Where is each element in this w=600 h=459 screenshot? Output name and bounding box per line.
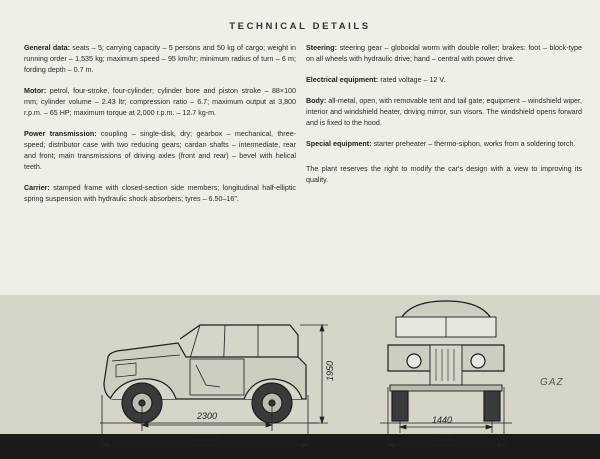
section-text: steering gear – globoidal worm with double roller; brakes: foot – block-type on all wheels with hydraulic drive; hand – central with power drive. [306,44,582,63]
section-heading: Motor: [24,87,47,95]
section-heading: Special equipment: [306,140,372,148]
left-column [24,43,296,215]
motor-section [24,86,296,119]
disclaimer-note [306,164,582,186]
height-label: 1950 [325,360,335,381]
power-transmission-section [24,129,296,173]
steering-section [306,43,582,65]
width-label: 1850 [432,433,453,443]
section-heading: Electrical equipment: [306,76,379,84]
section-text: stamped frame with closed-section side members; longitudinal half-elliptic spring suspension with hydraulic shock absorbers; tyres – 6.50–16″. [24,184,296,203]
gaz-mark: GAZ [540,377,564,388]
vehicle-drawings [0,295,600,459]
section-heading: Power transmission: [24,130,97,138]
page-title: TECHNICAL DETAILS [229,21,371,32]
general-data-section [24,43,296,76]
section-heading: Steering: [306,44,337,52]
section-text: petrol, four-stroke, four-cylinder; cylinder bore and piston stroke – 88×100 mm; cylinder volume – 2.43 ltr; compression ratio – 6.7; maximum output at 3,800 r.p.m. – 65 HP; maximum torque at 2,000 r.p.m. – 12.7 kg-m. [24,87,296,117]
section-heading: Body: [306,97,327,105]
section-text: rated voltage – 12 V. [378,76,446,84]
front-view-drawing [380,301,512,423]
section-heading: Carrier: [24,184,50,192]
section-heading: General data: [24,44,70,52]
section-text: coupling – single-disk, dry; gearbox – mechanical, three-speed; distributor case with two reducing gears; cardan shafts – intermediate, rear and front; main transmissions of driving axles (front and rear) – bevel with helical teeth. [24,130,296,171]
length-label: 3850 [197,433,218,443]
body-section [306,96,582,129]
section-text: seats – 5; carrying capacity – 5 persons and 50 kg of cargo; weight in running order – 1,535 kg; maximum speed – 95 km/hr; minimum radius of turn – 6 m; fording depth – 0.7 m. [24,44,296,74]
wheelbase-label: 2300 [197,411,218,421]
carrier-section [24,183,296,205]
note-text: The plant reserves the right to modify the car's design with a view to improving its quality. [306,165,582,184]
side-view-drawing [100,325,318,423]
section-text: starter preheater – thermo-siphon, works from a soldering torch. [371,140,576,148]
section-text: all-metal, open, with removable tent and tail gate; equipment – windshield wiper, interior and windshield heater, driving mirror, sun visors. The windshield opens forward and is fixed to the hood. [306,97,582,127]
special-equipment-section [306,139,582,150]
electrical-section [306,75,582,86]
track-label: 1440 [432,415,453,425]
right-column [306,43,582,196]
